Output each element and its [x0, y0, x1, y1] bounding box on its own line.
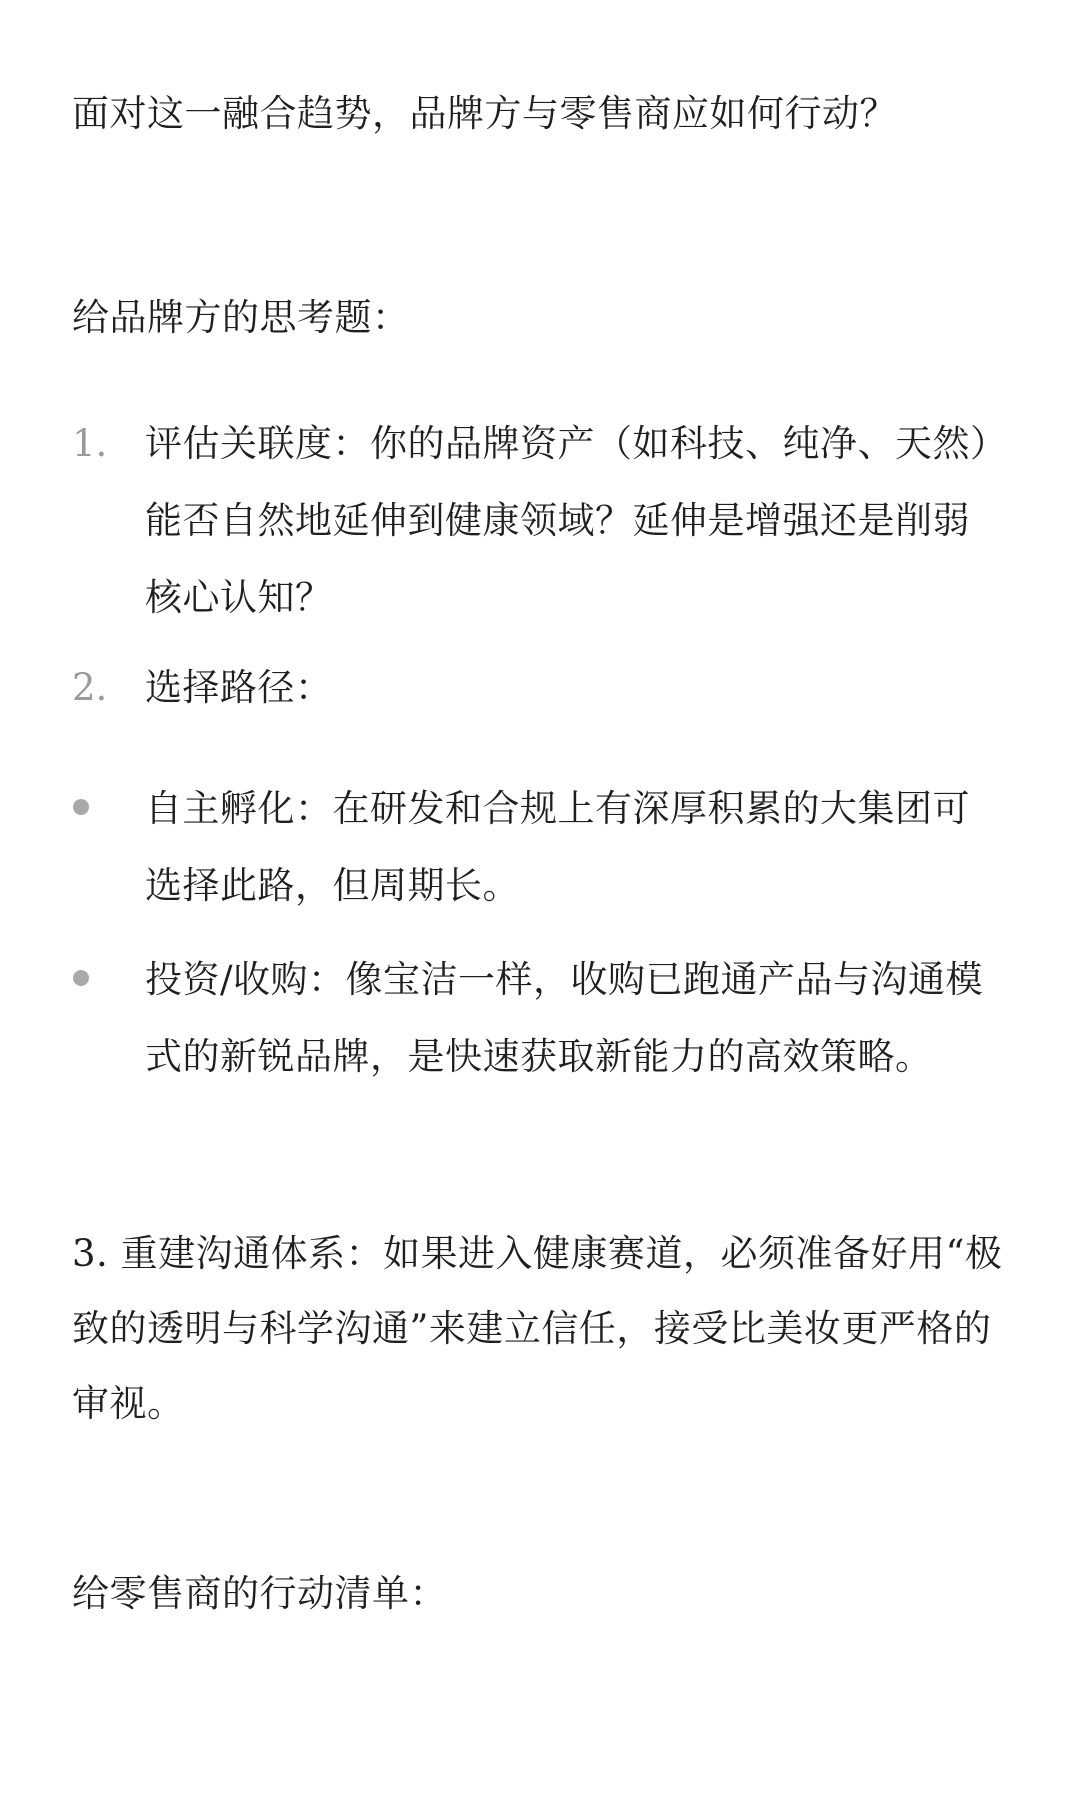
list-item-text: 选择路径：: [145, 666, 333, 709]
bullet-item-1: [72, 770, 1008, 924]
bullet-item-2: [72, 941, 1008, 1172]
list-marker: 1.: [72, 422, 108, 465]
numbered-list-item-2: [72, 649, 1008, 726]
bullet-dot-icon: [73, 970, 89, 986]
bullet-item-text: 自主孵化：在研发和合规上有深厚积累的大集团可选择此路，但周期长。: [145, 787, 970, 907]
bullet-item-text: 投资/收购：像宝洁一样，收购已跑通产品与沟通模式的新锐品牌，是快速获取新能力的高效策略。: [145, 958, 983, 1078]
bullet-dot-icon: [73, 799, 89, 815]
list-marker: 2.: [72, 666, 108, 709]
numbered-list-item-1: [72, 405, 1008, 636]
list-item-text: 评估关联度：你的品牌资产（如科技、纯净、天然）能否自然地延伸到健康领域？延伸是增强还是削弱核心认知？: [145, 422, 989, 619]
brand-section-title: 给品牌方的思考题：: [72, 296, 410, 339]
page-heading: 面对这一融合趋势，品牌方与零售商应如何行动？: [72, 92, 897, 135]
item-3-paragraph: 3. 重建沟通体系：如果进入健康赛道，必须准备好用“极致的透明与科学沟通”来建立信任，接受比美妆更严格的审视。: [72, 1232, 1003, 1425]
retailer-section-title: 给零售商的行动清单：: [72, 1572, 447, 1615]
